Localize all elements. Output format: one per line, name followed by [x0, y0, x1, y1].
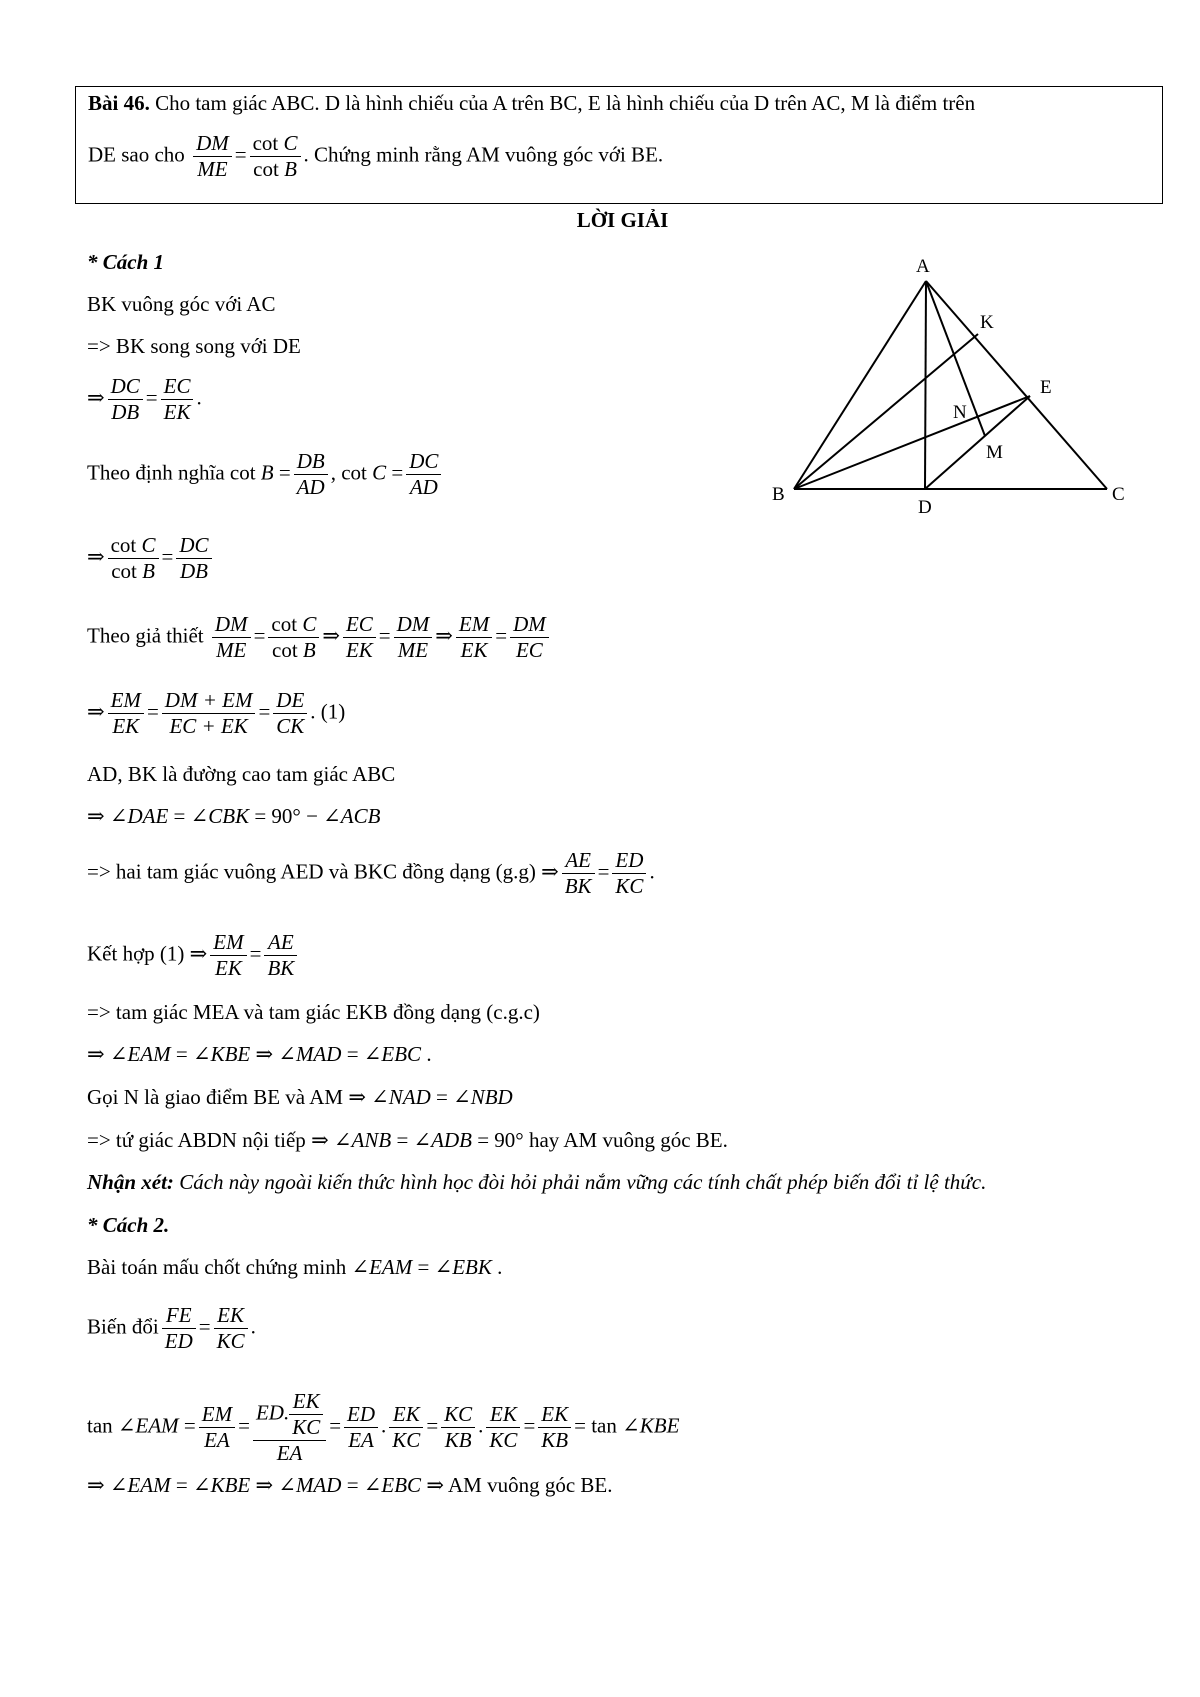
note-line — [87, 1172, 986, 1193]
note-text: Cách này ngoài kiến thức hình học đòi hỏi phải nắm vững các tính chất phép biến đổi tỉ lệ thức. — [179, 1170, 987, 1194]
method1-line-14: Gọi N là giao điểm BE và AM ⇒ ∠NAD = ∠NBD — [87, 1085, 513, 1109]
method1-line-1: BK vuông góc với AC — [87, 292, 276, 316]
method1-line-3: ⇒ $\frac{DC}{DB}$ = $\frac{EC}{EK}$ . — [87, 374, 202, 425]
altitude-ad — [925, 281, 926, 489]
method1-line-10: => hai tam giác vuông AED và BKC đồng dạng (g.g) ⇒ $\frac{AE}{BK}$ = $\frac{ED}{KC}$ . — [87, 848, 655, 899]
label-e: E — [1040, 377, 1052, 398]
key-label: Bài toán mấu chốt chứng minh — [87, 1255, 347, 1279]
method1-line-7: ⇒ $\frac{EM}{EK}$ = $\frac{DM + EM}{EC + EK}$ = $\frac{DE}{CK}$ . (1) — [87, 688, 346, 739]
note-label: Nhận xét: — [87, 1170, 174, 1194]
problem-box — [75, 86, 1163, 204]
method1-line-2: => BK song song với DE — [87, 334, 301, 358]
label-k: K — [980, 312, 994, 333]
cyclic-label: => tứ giác ABDN nội tiếp — [87, 1128, 306, 1152]
label-c: C — [1112, 484, 1125, 505]
label-a: A — [916, 256, 930, 277]
label-m: M — [986, 442, 1003, 463]
combine-label: Kết hợp (1) — [87, 941, 185, 966]
solution-heading: LỜI GIẢI — [576, 208, 669, 232]
conclusion-1: hay AM vuông góc BE. — [528, 1128, 728, 1152]
method2-title: * Cách 2. — [87, 1213, 170, 1237]
problem-line-1 — [88, 91, 975, 116]
conclusion-2: AM vuông góc BE. — [448, 1473, 613, 1497]
triangle-figure — [760, 248, 1145, 523]
label-b: B — [772, 484, 785, 505]
method1-line-11: Kết hợp (1) ⇒ $\frac{EM}{EK}$ = $\frac{AE}{BK}$ — [87, 930, 300, 981]
method1-line-9: ⇒ ∠DAE = ∠CBK = 90° − ∠ACB — [87, 804, 381, 828]
method2-line-1: Bài toán mấu chốt chứng minh ∠EAM = ∠EBK . — [87, 1255, 503, 1279]
intersect-label: Gọi N là giao điểm BE và AM — [87, 1085, 344, 1109]
method1-title: * Cách 1 — [87, 250, 165, 274]
problem-text-3: . Chứng minh rằng AM vuông góc với BE. — [303, 142, 664, 167]
method1-line-15: => tứ giác ABDN nội tiếp ⇒ ∠ANB = ∠ADB = 90° hay AM vuông góc BE. — [87, 1128, 728, 1152]
problem-text-2: DE sao cho — [88, 142, 185, 167]
method1-line-8: AD, BK là đường cao tam giác ABC — [87, 762, 396, 786]
hyp-label: Theo giả thiết — [87, 623, 204, 648]
side-ac — [926, 281, 1107, 489]
method2-line-4: ⇒ ∠EAM = ∠KBE ⇒ ∠MAD = ∠EBC ⇒ AM vuông góc BE. — [87, 1473, 613, 1497]
similar-label: => hai tam giác vuông AED và BKC đồng dạng (g.g) — [87, 859, 536, 884]
eq-tag: . (1) — [310, 699, 346, 724]
fraction: $\frac{\text{cot C}}{\text{cot B}}$ — [250, 131, 301, 182]
def-label: Theo định nghĩa — [87, 460, 225, 485]
label-d: D — [918, 497, 932, 518]
method1-line-6: Theo giả thiết $\frac{DM}{ME}$ = $\frac{\text{cot C}}{\text{cot B}}$ ⇒ $\frac{EC}{EK}$ = $\frac{DM}{ME}$ ⇒ $\frac{EM}{EK}$ = $\frac{DM}{EC}$ — [87, 612, 552, 663]
problem-text-1: Cho tam giác ABC. D là hình chiếu của A trên BC, E là hình chiếu của D trên AC, M là điểm trên — [155, 91, 976, 115]
problem-line-2: DE sao cho $\frac{DM}{ME}$ = $\frac{\text{cot C}}{\text{cot B}}$ . Chứng minh rằng AM vuông góc với BE. — [88, 131, 664, 182]
method2-line-3: tan ∠EAM = $\frac{EM}{EA}$ = ED. $\frac{EK}{KC}$ EA = $\frac{ED}{EA}$ . $\frac{EK}{KC}$ = $\frac{KC}{KB}$ . $\frac{EK}{KC}$ = $\frac{EK}{KB}$ = tan ∠KBE — [87, 1389, 680, 1466]
method1-line-4: Theo định nghĩa cot B = $\frac{DB}{AD}$ , cot C = $\frac{DC}{AD}$ — [87, 449, 444, 500]
method1-line-13: ⇒ ∠EAM = ∠KBE ⇒ ∠MAD = ∠EBC . — [87, 1042, 432, 1066]
method2-line-2: Biến đổi $\frac{FE}{ED}$ = $\frac{EK}{KC}$ . — [87, 1303, 256, 1354]
problem-label: Bài 46. — [88, 91, 150, 115]
method1-line-5: ⇒ $\frac{\text{cot C}}{\text{cot B}}$ = $\frac{DC}{DB}$ — [87, 533, 215, 584]
segment-de — [925, 396, 1030, 489]
transform-label: Biến đổi — [87, 1314, 159, 1339]
method1-line-12: => tam giác MEA và tam giác EKB đồng dạng (c.g.c) — [87, 1000, 540, 1024]
label-n: N — [953, 402, 967, 423]
side-ab — [794, 281, 926, 489]
fraction: $\frac{DM}{ME}$ — [193, 131, 232, 182]
